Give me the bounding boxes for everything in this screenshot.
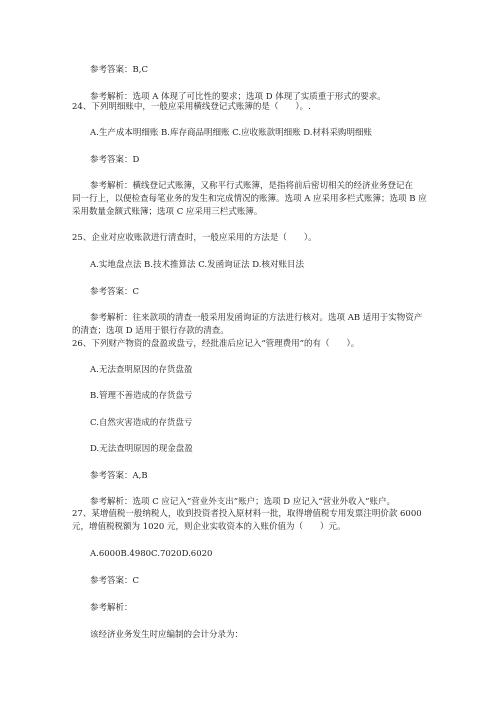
answer-line: 参考答案：C [90,287,140,297]
answer-line: 参考答案：C [90,576,140,586]
option-c: C.自然灾害造成的存货盘亏 [90,418,193,428]
question-27-cont: 元，增值税税额为 1020 元，则企业实收资本的入账价值为（ ）元。 [72,522,346,532]
explanation-line: 参考解析：横线登记式账簿，又称平行式账簿，是指将前后密切相关的经济业务登记在 [90,181,414,191]
option-d: D.无法查明原因的现金盘盈 [90,444,193,454]
option-a: A.无法查明原因的存货盘盈 [90,365,193,375]
explanation-line: 同一行上，以便检查每笔业务的发生和完成情况的账簿。选项 A 应采用多栏式账簿；选项 B 应 [72,194,427,204]
explanation-label: 参考解析： [90,603,133,613]
question-25: 25、企业对应收账款进行清查时，一般应采用的方法是（ ）。 [72,233,317,243]
option-b: B.管理不善造成的存货盘亏 [90,391,193,401]
answer-line: 参考答案：A,B [90,471,148,481]
question-24: 24、下列明细账中，一般应采用横线登记式账簿的是（ ）。. [72,102,311,112]
explanation-line: 采用数量金额式账簿；选项 C 应采用三栏式账簿。 [72,207,263,217]
options-27: A.6000B.4980C.7020D.6020 [90,549,213,559]
answer-line: 参考答案：D [90,155,140,165]
question-27: 27、某增值税一般纳税人，收到投资者投入原材料一批，取得增值税专用发票注明价款 6000 [72,509,422,519]
explanation-line: 参考解析：选项 C 应记入“营业外支出”账户；选项 D 应记入“营业外收入”账户。 [90,497,396,507]
options-25: A.实地盘点法 B.技术推算法 C.发函询证法 D.核对账目法 [90,260,305,270]
journal-entry-intro: 该经济业务发生时应编制的会计分录为： [90,630,244,640]
explanation-line: 参考解析：选项 A 体现了可比性的要求；选项 D 体现了实质重于形式的要求。 [90,92,386,102]
question-26: 26、下列财产物资的盘盈或盘亏，经批准后应记入“管理费用”的有（ ）。 [72,339,360,349]
explanation-line: 的清查；选项 D 适用于银行存款的清查。 [72,326,229,336]
explanation-line: 参考解析：往来款项的清查一般采用发函询证的方法进行核对。选项 AB 适用于实物资产 [90,313,423,323]
options-24: A.生产成本明细账 B.库存商品明细账 C.应收账款明细账 D.材料采购明细账 [90,128,373,138]
answer-line: 参考答案：B,C [90,65,148,75]
